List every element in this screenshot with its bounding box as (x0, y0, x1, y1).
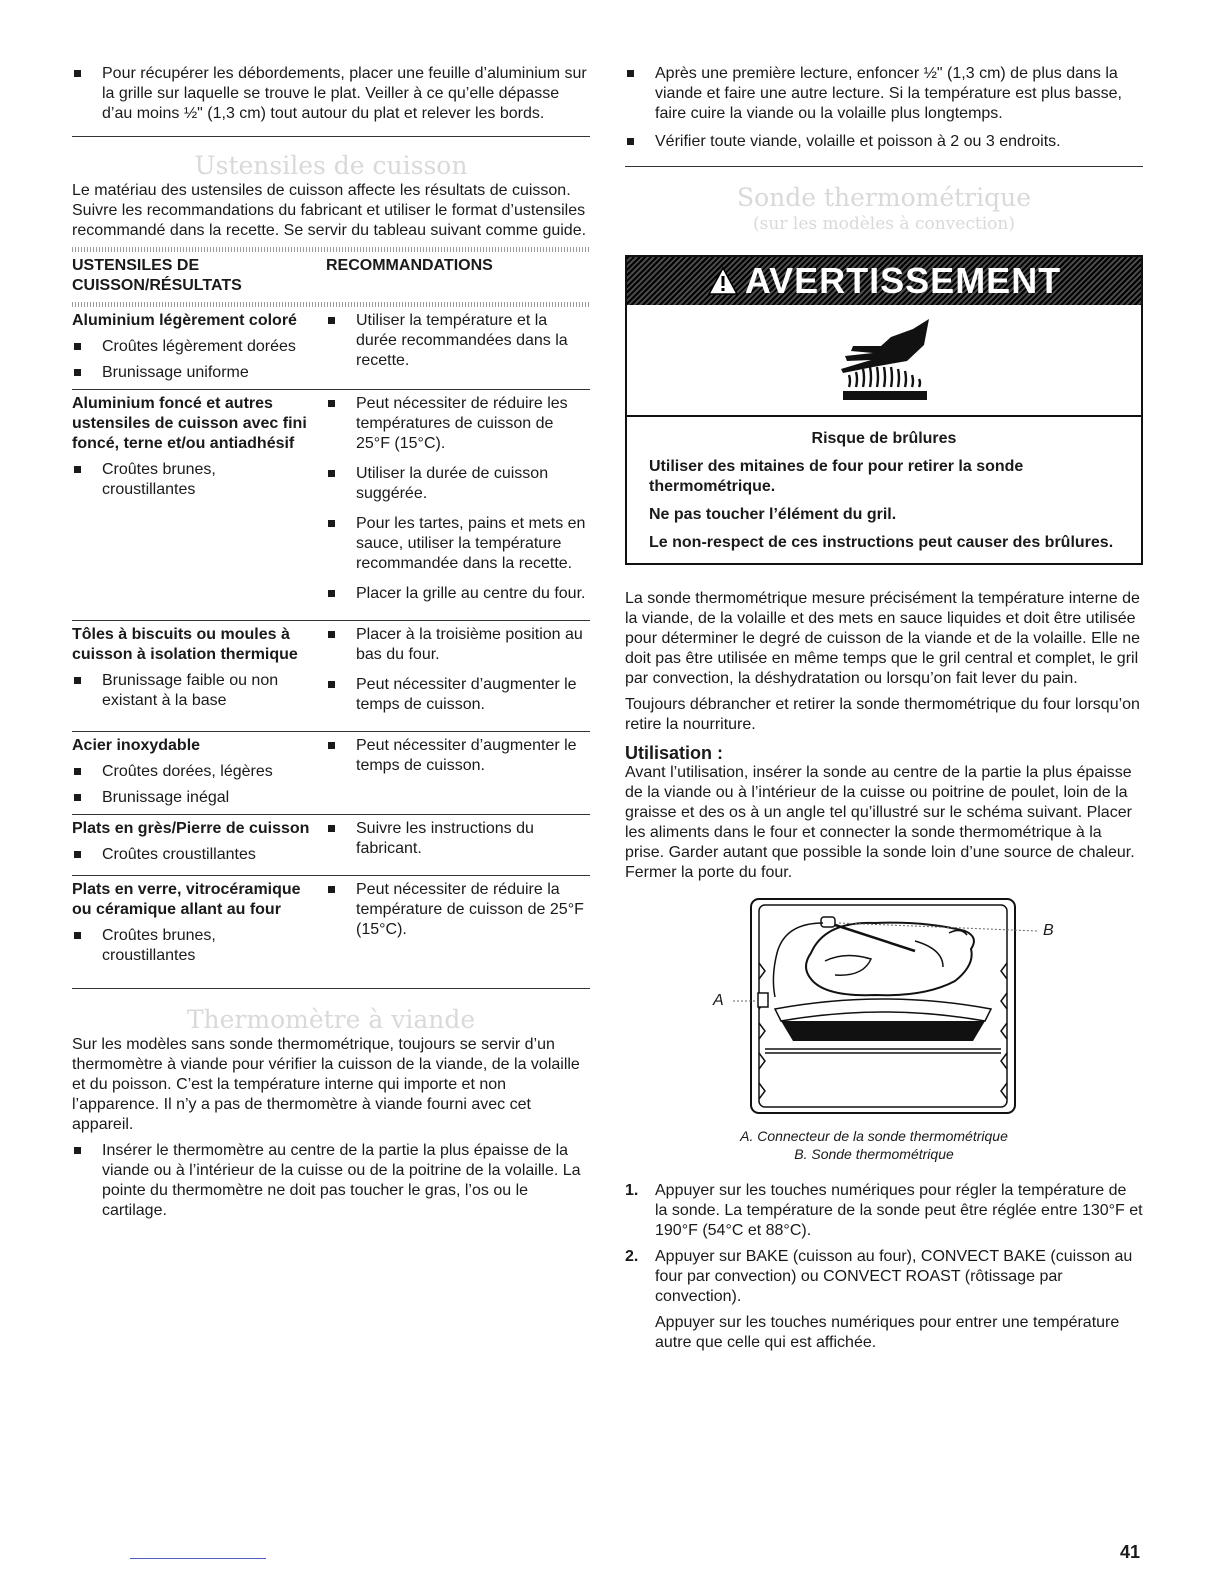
header-ustensiles: USTENSILES DE CUISSON/RÉSULTATS (72, 257, 242, 294)
row-title: Plats en verre, vitrocéramique ou céramique allant au four (72, 881, 301, 918)
row-title: Tôles à biscuits ou moules à cuisson à isolation thermique (72, 626, 298, 663)
warning-icon-area (627, 305, 1141, 417)
row-result: Brunissage faible ou non existant à la base (72, 671, 310, 711)
warning-triangle-icon (707, 266, 739, 296)
table-row (72, 390, 590, 621)
row-recommendation: Peut nécessiter d’augmenter le temps de cuisson. (326, 736, 590, 776)
row-result: Brunissage uniforme (72, 363, 310, 383)
warning-line: Le non-respect de ces instructions peut causer des brûlures. (649, 534, 1114, 551)
utilisation-paragraph: Avant l’utilisation, insérer la sonde au centre de la partie la plus épaisse de la viande ou à l’intérieur de la cuisse ou poitrine de poulet, loin de la graisse et des os à un angle tel qu’illustré sur le schéma suivant. Placer les aliments dans le four et connecter la sonde thermométrique à la prise. Garder autant que possible la sonde loin d’une source de chaleur. Fermer la porte du four. (625, 764, 1135, 881)
oven-probe-illustration (625, 893, 1143, 1119)
table-header-row (72, 252, 590, 302)
spill-bullet: Pour récupérer les débordements, placer une feuille d’aluminium sur la grille sur laquelle se trouve le plat. Veiller à ce qu’elle dépasse d’au moins ½" (1,3 cm) tout autour du plat et relever les bords. (72, 64, 590, 124)
row-title: Plats en grès/Pierre de cuisson (72, 820, 310, 837)
warning-title: AVERTISSEMENT (744, 260, 1062, 301)
label-b: B (1043, 922, 1054, 939)
warning-line: Utiliser des mitaines de four pour retirer la sonde thermométrique. (649, 458, 1024, 495)
warning-header (627, 257, 1141, 305)
caption-a: A. Connecteur de la sonde thermométrique (740, 1128, 1008, 1144)
row-result: Croûtes légèrement dorées (72, 337, 310, 357)
divider (72, 136, 590, 137)
divider (72, 988, 590, 989)
step-number: 1. (625, 1182, 639, 1199)
diagram-caption (739, 1127, 1009, 1163)
thermometre-title: Thermomètre à viande (186, 1005, 476, 1034)
check-bullet: Vérifier toute viande, volaille et poisson à 2 ou 3 endroits. (625, 132, 1143, 152)
steps-list (625, 1181, 1143, 1353)
table-row (72, 307, 590, 390)
sonde-paragraph: La sonde thermométrique mesure précisément la température interne de la viande, de la volaille et des mets en sauce liquides et doit être utilisée pour déterminer le degré de cuisson de la viande et de la volaille. Elle ne doit pas être utilisée en même temps que le gril central et complet, le gril par convection, la déshydratation ou lorsqu’on fait lever du pain. (625, 590, 1140, 687)
thermometre-bullet: Insérer le thermomètre au centre de la partie la plus épaisse de la viande ou à l’intérieur de la cuisse ou de la poitrine de la volaille. La pointe du thermomètre ne doit pas toucher le gras, l’os ou le cartilage. (72, 1141, 590, 1221)
warning-line: Ne pas toucher l’élément du gril. (649, 506, 897, 523)
right-column (625, 64, 1143, 1359)
sonde-paragraph: Toujours débrancher et retirer la sonde thermométrique du four lorsqu’on retire la nourriture. (625, 696, 1140, 733)
table-row (72, 732, 590, 815)
step-text: Appuyer sur les touches numériques pour régler la température de la sonde. La température de la sonde peut être réglée entre 130°F et 190°F (54°C et 88°C). (655, 1182, 1143, 1239)
row-title: Aluminium légèrement coloré (72, 312, 297, 329)
step-item (625, 1247, 1143, 1307)
table-row (72, 621, 590, 732)
page-number: 41 (1120, 1542, 1141, 1562)
row-title: Acier inoxydable (72, 737, 201, 754)
row-result: Brunissage inégal (72, 788, 310, 808)
row-recommendation: Peut nécessiter d’augmenter le temps de cuisson. (326, 675, 590, 715)
cookware-table-body (72, 307, 590, 972)
step-text: Appuyer sur BAKE (cuisson au four), CONVECT BAKE (cuisson au four par convection) ou CONVECT ROAST (rôtissage par convection). (655, 1248, 1133, 1305)
footer-rule (130, 1558, 266, 1559)
ustensiles-title: Ustensiles de cuisson (194, 151, 468, 180)
left-column (72, 64, 590, 1229)
row-result: Croûtes dorées, légères (72, 762, 310, 782)
step-number: 2. (625, 1248, 639, 1265)
oven-diagram (625, 893, 1143, 1119)
table-row (72, 815, 590, 876)
caption-b: B. Sonde thermométrique (794, 1146, 954, 1162)
label-a: A (713, 992, 724, 1009)
thermometre-paragraph: Sur les modèles sans sonde thermométrique, toujours se servir d’un thermomètre à viande pour vérifier la cuisson de la viande, de la volaille et du poisson. C’est la température interne qui importe et non l’apparence. Il n’y a pas de thermomètre à viande fourni avec cet appareil. (72, 1036, 580, 1133)
row-recommendation: Placer à la troisième position au bas du four. (326, 625, 590, 665)
step-item (625, 1181, 1143, 1241)
hot-surface-hand-icon (829, 315, 939, 405)
row-recommendation: Pour les tartes, pains et mets en sauce, utiliser la température recommandée dans la recette. (326, 514, 590, 574)
row-recommendation: Suivre les instructions du fabricant. (326, 819, 590, 859)
warning-body (627, 417, 1141, 563)
reading-bullet: Après une première lecture, enfoncer ½" (1,3 cm) de plus dans la viande et faire une autre lecture. Si la température est plus basse, faire cuire la viande ou la volaille plus longtemps. (625, 64, 1143, 124)
warning-risk: Risque de brûlures (811, 430, 957, 447)
row-result: Croûtes brunes, croustillantes (72, 926, 310, 966)
row-result: Croûtes brunes, croustillantes (72, 460, 310, 500)
row-recommendation: Utiliser la température et la durée recommandées dans la recette. (326, 311, 590, 371)
table-row (72, 876, 590, 973)
row-recommendation: Peut nécessiter de réduire les températures de cuisson de 25°F (15°C). (326, 394, 590, 454)
step-extra (625, 1313, 1143, 1353)
ustensiles-paragraph: Le matériau des ustensiles de cuisson affecte les résultats de cuisson. Suivre les recommandations du fabricant et utiliser le format d’ustensiles recommandé dans la recette. Se servir du tableau suivant comme guide. (72, 182, 587, 239)
row-recommendation: Utiliser la durée de cuisson suggérée. (326, 464, 590, 504)
cookware-table (72, 252, 590, 302)
warning-box (625, 255, 1143, 565)
header-recommandations: RECOMMANDATIONS (326, 257, 493, 274)
sonde-subtitle: (sur les modèles à convection) (753, 214, 1015, 234)
divider (625, 166, 1143, 167)
row-recommendation: Placer la grille au centre du four. (326, 584, 590, 604)
step-extra-text: Appuyer sur les touches numériques pour entrer une température autre que celle qui est affichée. (655, 1314, 1120, 1351)
row-title: Aluminium foncé et autres ustensiles de cuisson avec fini foncé, terne et/ou antiadhésif (72, 395, 307, 452)
row-result: Croûtes croustillantes (72, 845, 310, 865)
sonde-title: Sonde thermométrique (736, 183, 1032, 212)
utilisation-heading: Utilisation : (625, 743, 723, 763)
row-recommendation: Peut nécessiter de réduire la température de cuisson de 25°F (15°C). (326, 880, 590, 940)
